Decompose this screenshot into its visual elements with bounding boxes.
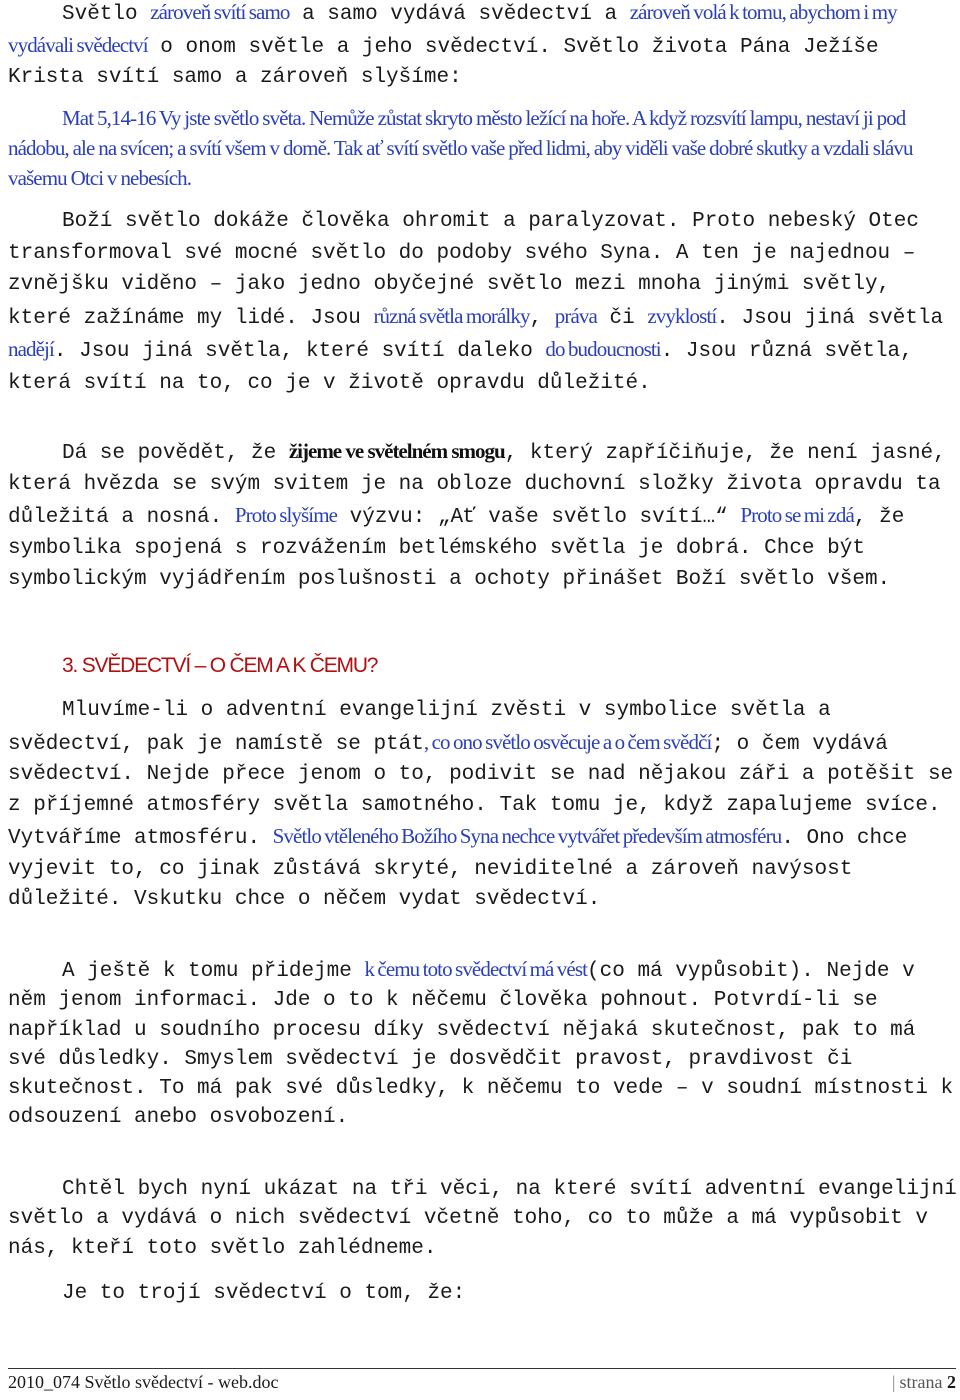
text: , že symbolika spojená s rozvážením betlémského světla je dobrá. Chce být symbolickým vyjádřením poslušnosti a ochoty přinášet Boží světlo všem. [8, 506, 905, 591]
highlight-text: různá světla morálky [373, 303, 530, 328]
text: . Jsou různá světla, která svítí na to, co je v životě opravdu důležité. [8, 340, 913, 395]
highlight-text: do budoucnosti [545, 337, 661, 361]
footer-page-number [892, 1372, 956, 1393]
text: . Ono chce vyjevit to, co jinak zůstává skryté, neviditelné a zároveň navýsost důležité. Vskutku chce o něčem vydat svědectví. [8, 827, 908, 911]
text: či [596, 306, 648, 330]
paragraph-4 [8, 696, 958, 916]
text: Boží světlo dokáže člověka ohromit a paralyzovat. Proto nebeský Otec transformoval své mocné světlo do podoby svého Syna. A ten je najednou – zvnějšku viděno – jako jedno obyčejné světlo mezi mnoha jinými světly, které zažínáme my lidé. Jsou [8, 210, 919, 330]
highlight-text: zároveň svítí samo [150, 0, 290, 24]
paragraph-1 [8, 0, 958, 93]
page-footer [8, 1372, 956, 1396]
highlight-text: zároveň volá k tomu, abychom i my vydávali svědectví [8, 0, 897, 57]
footer-page-label: strana [899, 1372, 943, 1392]
text: , [529, 306, 555, 330]
text: A ještě k tomu přidejme [62, 960, 365, 983]
footer-page-num: 2 [947, 1372, 956, 1392]
paragraph-7: Je to trojí svědectví o tom, že: [62, 1282, 466, 1305]
highlight-text: , co ono světlo osvěcuje a o čem svědčí [423, 729, 712, 754]
paragraph-6: Chtěl bych nyní ukázat na tři věci, na které svítí adventní evangelijní světlo a vydává o nich svědectví včetně toho, co to může a má vypůsobit v nás, kteří toto světlo zahlédneme. [8, 1178, 957, 1260]
highlight-text: Proto se mi zdá [740, 503, 854, 527]
quote-text: Vy jste světlo světa. Nemůže zůstat skryto město ležící na hoře. A když rozsvítí lampu, nestaví ji pod nádobu, ale na svícen; a svítí všem v domě. Tak ať svítí světlo vaše před lidmi, aby viděli vaše dobré skutky a vzdali slávu vašemu Otci v nebesích. [8, 106, 913, 190]
highlight-text: práva [554, 303, 597, 328]
paragraph-5 [8, 955, 958, 1133]
text: výzvu: „Ať vaše světlo svítí…“ [337, 506, 741, 529]
bold-text: žijeme ve světelném smogu [288, 439, 505, 463]
highlight-text: zvyklostí [647, 303, 717, 328]
highlight-text: Proto slyšíme [234, 503, 338, 527]
footer-filename: 2010_074 Světlo svědectví - web.doc [8, 1372, 279, 1392]
text: . Jsou jiná světla [716, 306, 944, 330]
paragraph-2 [8, 206, 958, 399]
text: Dá se povědět, že [62, 442, 289, 465]
text: . Jsou jiná světla, které svítí daleko [53, 340, 546, 363]
footer-separator: | [891, 1372, 896, 1392]
highlight-text: k čemu toto svědectví má vést [364, 957, 588, 981]
section-heading: 3. SVĚDECTVÍ – O ČEM A K ČEMU? [62, 654, 378, 677]
text: ; o čem vydává svědectví. Nejde přece jenom o to, podivit se nad nějakou záři a potěšit se z příjemné atmosféry světla samotného. Tak tomu je, když zapalujeme svíce. Vytváříme atmosféru. [8, 732, 954, 850]
quote-reference: Mat 5,14-16 [62, 106, 156, 130]
text: a samo vydává svědectví a [289, 3, 630, 26]
paragraph-3 [8, 436, 958, 595]
text: o onom světle a jeho svědectví. Světlo života Pána Ježíše Krista svítí samo a zároveň slyšíme: [8, 36, 879, 89]
text: (co má vypůsobit). Nejde v něm jenom informaci. Jde o to k něčemu člověka pohnout. Potvrdí-li se například u soudního procesu díky svědectví nějaká skutečnost, pak to má své důsledky. Smyslem svědectví je dosvědčit pravost, pravdivost či skutečnost. To má pak své důsledky, k něčemu to vede – v soudní místnosti k odsouzení anebo osvobození. [8, 960, 954, 1130]
footer-divider [8, 1368, 956, 1369]
text: Mluvíme-li o adventní evangelijní zvěsti v symbolice světla a svědectví, pak je namístě se ptát [8, 699, 831, 756]
bible-quote [8, 103, 953, 193]
highlight-text: Světlo vtěleného Božího Syna nechce vytvářet především atmosféru [272, 824, 782, 848]
text: , který zapříčiňuje, že není jasné, která hvězda se svým svitem je na obloze duchovní složky života opravdu ta důležitá a nosná. [8, 442, 946, 529]
text: Světlo [62, 3, 151, 26]
highlight-text: nadějí [8, 337, 54, 361]
